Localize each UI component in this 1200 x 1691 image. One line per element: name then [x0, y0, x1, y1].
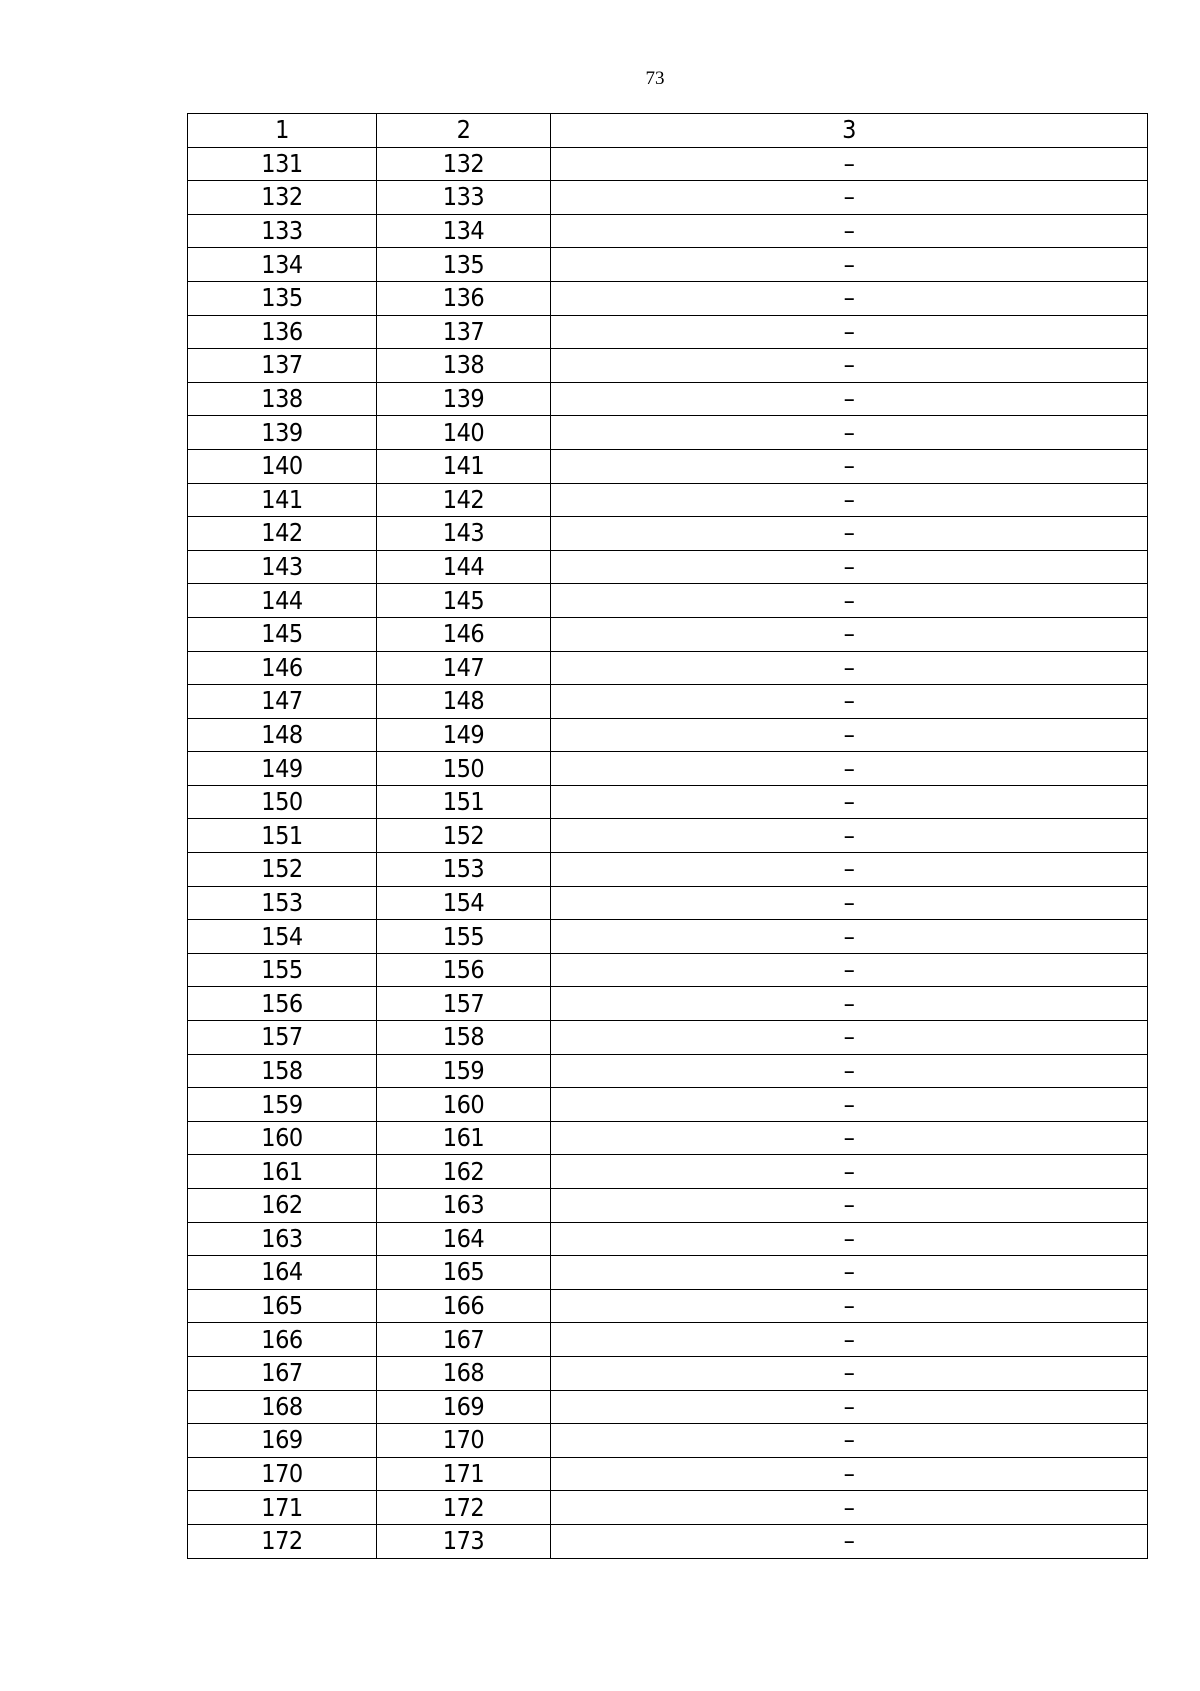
table-row	[188, 1524, 1148, 1558]
table-cell-col3: –	[551, 685, 1148, 719]
table-cell-col1: 164	[188, 1256, 377, 1290]
table-cell-col2: 138	[377, 349, 551, 383]
table-row	[188, 617, 1148, 651]
table-cell-col3: –	[551, 349, 1148, 383]
table-cell-col1: 152	[188, 853, 377, 887]
table-cell-col3: –	[551, 752, 1148, 786]
table-cell-col3: –	[551, 718, 1148, 752]
table-cell-col1: 138	[188, 382, 377, 416]
table-cell-col3: –	[551, 651, 1148, 685]
table-cell-col2: 143	[377, 517, 551, 551]
table-cell-col2: 140	[377, 416, 551, 450]
table-cell-col2: 156	[377, 953, 551, 987]
data-table	[187, 113, 1148, 1559]
table-cell-col1: 172	[188, 1524, 377, 1558]
table-cell-col1: 166	[188, 1323, 377, 1357]
table-cell-col2: 151	[377, 785, 551, 819]
table-row	[188, 1155, 1148, 1189]
table-cell-col1: 143	[188, 550, 377, 584]
table-cell-col2: 172	[377, 1491, 551, 1525]
table-row	[188, 550, 1148, 584]
table-cell-col2: 135	[377, 248, 551, 282]
table-cell-col2: 142	[377, 483, 551, 517]
table-cell-col1: 150	[188, 785, 377, 819]
table-body	[188, 114, 1148, 1559]
table-cell-col3: –	[551, 517, 1148, 551]
table-row	[188, 1289, 1148, 1323]
table-cell-col3: –	[551, 1390, 1148, 1424]
table-cell-col1: 141	[188, 483, 377, 517]
table-cell-col1: 161	[188, 1155, 377, 1189]
table-row	[188, 349, 1148, 383]
table-row	[188, 281, 1148, 315]
table-cell-col2: 139	[377, 382, 551, 416]
table-cell-col1: 154	[188, 920, 377, 954]
table-cell-col3: –	[551, 550, 1148, 584]
table-row	[188, 718, 1148, 752]
table-cell-col2: 160	[377, 1088, 551, 1122]
table-row	[188, 483, 1148, 517]
table-cell-col3: –	[551, 449, 1148, 483]
table-row	[188, 181, 1148, 215]
table-cell-col2: 150	[377, 752, 551, 786]
table-cell-col1: 151	[188, 819, 377, 853]
table-row	[188, 382, 1148, 416]
table-cell-col2: 173	[377, 1524, 551, 1558]
table-cell-col1: 156	[188, 987, 377, 1021]
table-cell-col2: 134	[377, 214, 551, 248]
table-cell-col3: –	[551, 181, 1148, 215]
table-cell-col3: –	[551, 1356, 1148, 1390]
table-cell-col3: –	[551, 584, 1148, 618]
table-cell-col1: 142	[188, 517, 377, 551]
table-row	[188, 214, 1148, 248]
table-cell-col3: –	[551, 1491, 1148, 1525]
table-cell-col2: 155	[377, 920, 551, 954]
table-row	[188, 1457, 1148, 1491]
table-cell-col1: 140	[188, 449, 377, 483]
table-cell-col1: 132	[188, 181, 377, 215]
table-cell-col1: 148	[188, 718, 377, 752]
table-cell-col1: 136	[188, 315, 377, 349]
table-cell-col3: –	[551, 886, 1148, 920]
table-row	[188, 886, 1148, 920]
table-cell-col1: 139	[188, 416, 377, 450]
table-cell-col2: 136	[377, 281, 551, 315]
table-row	[188, 685, 1148, 719]
table-cell-col1: 170	[188, 1457, 377, 1491]
table-row	[188, 920, 1148, 954]
table-cell-col3: –	[551, 1088, 1148, 1122]
table-row	[188, 853, 1148, 887]
table-row	[188, 819, 1148, 853]
table-cell-col1: 131	[188, 147, 377, 181]
table-row	[188, 248, 1148, 282]
table-cell-col3: –	[551, 1457, 1148, 1491]
table-cell-col1: 160	[188, 1121, 377, 1155]
table-cell-col1: 168	[188, 1390, 377, 1424]
table-row	[188, 1390, 1148, 1424]
table-cell-col2: 168	[377, 1356, 551, 1390]
column-header-2: 2	[377, 114, 551, 148]
table-cell-col1: 167	[188, 1356, 377, 1390]
table-cell-col1: 171	[188, 1491, 377, 1525]
table-cell-col3: –	[551, 1289, 1148, 1323]
table-row	[188, 584, 1148, 618]
table-row	[188, 1189, 1148, 1223]
table-cell-col3: –	[551, 987, 1148, 1021]
table-cell-col1: 158	[188, 1054, 377, 1088]
table-cell-col2: 171	[377, 1457, 551, 1491]
table-row	[188, 1323, 1148, 1357]
table-cell-col3: –	[551, 1155, 1148, 1189]
table-cell-col1: 155	[188, 953, 377, 987]
table-cell-col3: –	[551, 214, 1148, 248]
table-cell-col3: –	[551, 483, 1148, 517]
table-cell-col1: 157	[188, 1021, 377, 1055]
table-cell-col2: 170	[377, 1424, 551, 1458]
table-cell-col3: –	[551, 1121, 1148, 1155]
table-row	[188, 449, 1148, 483]
table-cell-col3: –	[551, 147, 1148, 181]
table-cell-col3: –	[551, 382, 1148, 416]
table-cell-col2: 166	[377, 1289, 551, 1323]
table-cell-col2: 159	[377, 1054, 551, 1088]
table-cell-col1: 133	[188, 214, 377, 248]
table-cell-col2: 162	[377, 1155, 551, 1189]
table-row	[188, 1356, 1148, 1390]
table-row	[188, 1491, 1148, 1525]
table-row	[188, 147, 1148, 181]
table-cell-col2: 141	[377, 449, 551, 483]
table-cell-col3: –	[551, 920, 1148, 954]
table-cell-col2: 132	[377, 147, 551, 181]
table-row	[188, 1222, 1148, 1256]
table-cell-col2: 149	[377, 718, 551, 752]
table-cell-col1: 153	[188, 886, 377, 920]
table-cell-col3: –	[551, 853, 1148, 887]
table-cell-col2: 152	[377, 819, 551, 853]
column-header-1: 1	[188, 114, 377, 148]
table-cell-col1: 165	[188, 1289, 377, 1323]
page-number: 73	[645, 68, 665, 89]
table-cell-col2: 144	[377, 550, 551, 584]
table-cell-col3: –	[551, 248, 1148, 282]
table-cell-col2: 133	[377, 181, 551, 215]
table-cell-col2: 145	[377, 584, 551, 618]
table-cell-col1: 163	[188, 1222, 377, 1256]
table-cell-col3: –	[551, 1189, 1148, 1223]
table-cell-col2: 157	[377, 987, 551, 1021]
table-cell-col2: 146	[377, 617, 551, 651]
table-cell-col3: –	[551, 1256, 1148, 1290]
table-cell-col2: 148	[377, 685, 551, 719]
table-cell-col3: –	[551, 1054, 1148, 1088]
table-cell-col2: 147	[377, 651, 551, 685]
data-table-container	[187, 113, 1147, 1559]
table-cell-col1: 137	[188, 349, 377, 383]
table-header-row	[188, 114, 1148, 148]
table-row	[188, 987, 1148, 1021]
table-cell-col1: 159	[188, 1088, 377, 1122]
table-cell-col1: 147	[188, 685, 377, 719]
table-cell-col2: 158	[377, 1021, 551, 1055]
table-cell-col2: 169	[377, 1390, 551, 1424]
table-cell-col1: 135	[188, 281, 377, 315]
table-row	[188, 1121, 1148, 1155]
table-cell-col2: 154	[377, 886, 551, 920]
table-cell-col3: –	[551, 617, 1148, 651]
table-cell-col3: –	[551, 1222, 1148, 1256]
table-cell-col3: –	[551, 281, 1148, 315]
table-row	[188, 416, 1148, 450]
table-row	[188, 785, 1148, 819]
table-cell-col3: –	[551, 1424, 1148, 1458]
table-cell-col3: –	[551, 1021, 1148, 1055]
table-cell-col3: –	[551, 1524, 1148, 1558]
table-cell-col1: 169	[188, 1424, 377, 1458]
table-row	[188, 315, 1148, 349]
table-cell-col1: 162	[188, 1189, 377, 1223]
table-cell-col1: 134	[188, 248, 377, 282]
table-row	[188, 517, 1148, 551]
table-cell-col1: 145	[188, 617, 377, 651]
table-cell-col2: 161	[377, 1121, 551, 1155]
table-cell-col2: 167	[377, 1323, 551, 1357]
table-row	[188, 1424, 1148, 1458]
table-cell-col2: 153	[377, 853, 551, 887]
table-cell-col3: –	[551, 785, 1148, 819]
table-cell-col3: –	[551, 315, 1148, 349]
table-cell-col3: –	[551, 819, 1148, 853]
table-cell-col2: 165	[377, 1256, 551, 1290]
table-cell-col2: 163	[377, 1189, 551, 1223]
column-header-3: 3	[551, 114, 1148, 148]
table-cell-col3: –	[551, 1323, 1148, 1357]
table-row	[188, 651, 1148, 685]
table-cell-col3: –	[551, 953, 1148, 987]
table-row	[188, 953, 1148, 987]
table-cell-col1: 146	[188, 651, 377, 685]
table-row	[188, 1054, 1148, 1088]
table-cell-col1: 144	[188, 584, 377, 618]
table-row	[188, 752, 1148, 786]
table-cell-col2: 164	[377, 1222, 551, 1256]
table-row	[188, 1088, 1148, 1122]
table-row	[188, 1021, 1148, 1055]
table-cell-col2: 137	[377, 315, 551, 349]
table-cell-col1: 149	[188, 752, 377, 786]
table-cell-col3: –	[551, 416, 1148, 450]
table-row	[188, 1256, 1148, 1290]
